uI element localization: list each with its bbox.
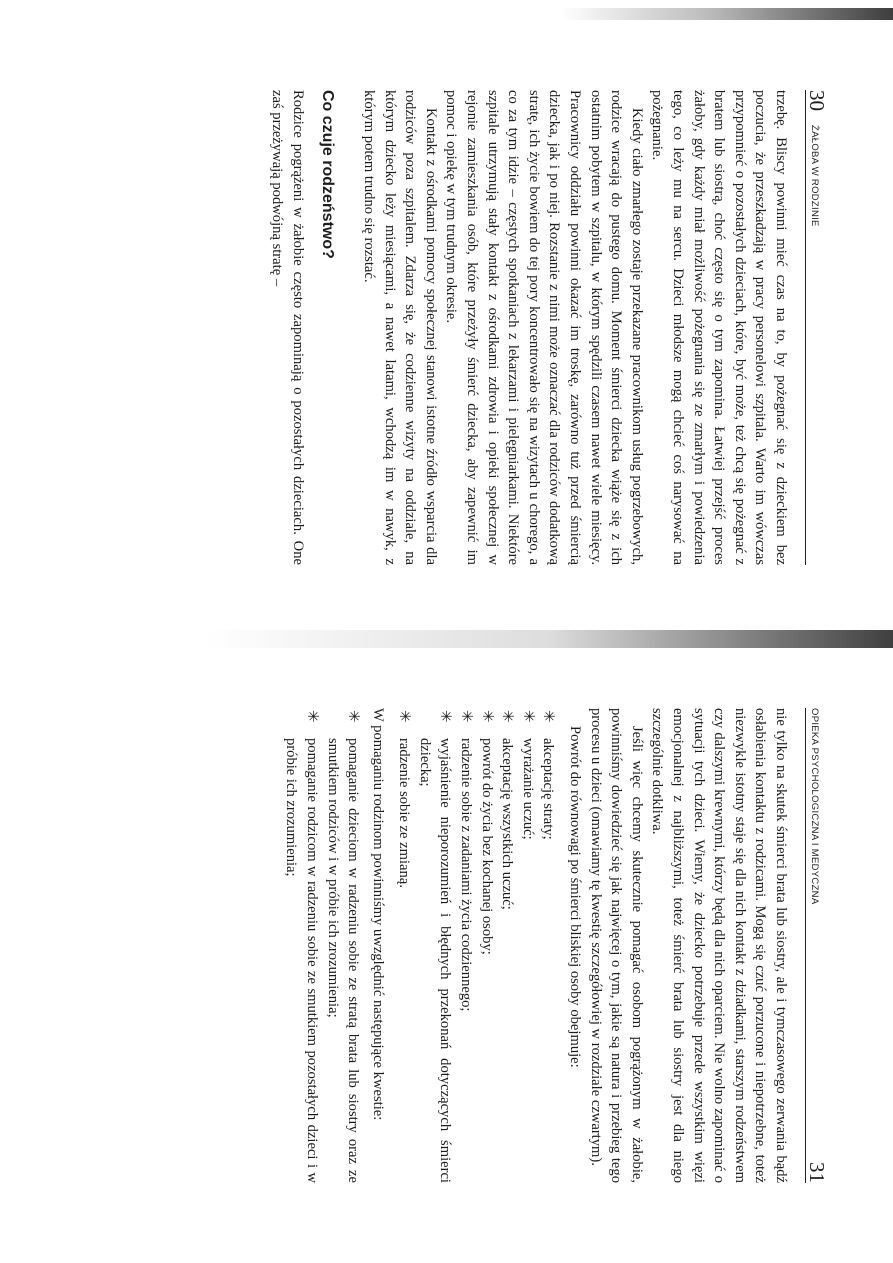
page-body bbox=[267, 90, 791, 565]
paragraph: W pomaganiu rodzinom powinniśmy uwzględnić następujące kwestie: bbox=[369, 708, 386, 1121]
list-item: ✳ akceptację wszystkich uczuć; bbox=[497, 708, 518, 1183]
star-bullet-icon: ✳ bbox=[519, 710, 536, 723]
page-31 bbox=[132, 708, 832, 1183]
section-title: ŻAŁOBA W RODZINIE bbox=[809, 125, 820, 227]
book-fold-shadow bbox=[205, 630, 893, 648]
star-bullet-icon: ✳ bbox=[499, 710, 516, 723]
bullet-list bbox=[281, 708, 363, 1183]
running-header bbox=[805, 708, 832, 1183]
paragraph: Rodzice pogrążeni w żałobie często zapominają o pozostałych dzieciach. One zaś przeżywają podwójną stratę – bbox=[269, 90, 306, 565]
list-item: ✳ wyrażanie uczuć; bbox=[517, 708, 538, 1183]
page-body bbox=[281, 708, 791, 1183]
page-number: 30 bbox=[805, 90, 829, 111]
paragraph: Kontakt z ośrodkami pomocy społecznej stanowi istotne źródło wsparcia dla rodziców poza szpitalem. Zdarza się, że codzienne wizyty na oddziale, na którym dziecko leży miesiącami, a nawet latami, wchodzą im w nawyk, z którym potem trudno się rozstać. bbox=[361, 90, 439, 565]
list-item: ✳ radzenie sobie ze zmianą. bbox=[394, 708, 415, 1183]
paragraph: trzebę. Bliscy powinni mieć czas na to, by pożegnać się z dzieckiem bez poczucia, że przeszkadzają w pracy personelowi szpitala. Warto im wówczas przypomnieć o pozostałych dzieciach, które, być może, też chcą się pożegnać z bratem lub siostrą, choć często się o tym zapomina. Łatwiej przejść proces żałoby, gdy każdy miał możliwość pożegnania się ze zmarłym i powiedzenia tego, co leży mu na sercu. Dzieci młodsze mogą chcieć coś narysować na pożegnanie. bbox=[649, 90, 789, 565]
star-bullet-icon: ✳ bbox=[458, 710, 475, 723]
page-30 bbox=[132, 90, 832, 565]
star-bullet-icon: ✳ bbox=[396, 710, 413, 723]
paragraph: Powrót do równowagi po śmierci bliskiej osoby obejmuje: bbox=[567, 726, 584, 1068]
star-bullet-icon: ✳ bbox=[540, 710, 557, 723]
star-bullet-icon: ✳ bbox=[303, 710, 320, 723]
list-item: ✳ powrót do życia bez kochanej osoby; bbox=[476, 708, 497, 1183]
list-item: ✳ wyjaśnienie nieporozumień i błędnych przekonań dotyczących śmierci dziecka; bbox=[416, 710, 454, 1183]
scan-edge-shadow bbox=[560, 8, 893, 20]
list-item: ✳ pomaganie dzieciom w radzeniu sobie ze stratą brata lub siostry oraz ze smutkiem rodziców i w próbie ich zrozumienia; bbox=[324, 710, 362, 1183]
page-number: 31 bbox=[805, 1162, 829, 1183]
star-bullet-icon: ✳ bbox=[437, 710, 454, 723]
star-bullet-icon: ✳ bbox=[478, 710, 495, 723]
bullet-list bbox=[394, 708, 559, 1183]
paragraph: nie tylko na skutek śmierci brata lub siostry, ale i tymczasowego zerwania bądź osłabienia kontaktu z rodzicami. Mogą się czuć porzucone i niepotrzebne, toteż niezwykle istotny staje się dla nich kontakt z dziadkami, starszym rodzeństwem czy dalszymi krewnymi, którzy będą dla nich oparciem. Nie wolno zapominać o sytuacji tych dzieci. Wiemy, że dziecko potrzebuje przede wszystkim więzi emocjonalnej z najbliższymi, toteż śmierć brata lub siostry jest dla niego szczególnie dotkliwa. bbox=[649, 708, 789, 1183]
paragraph: Kiedy ciało zmarłego zostaje przekazane pracownikom usług pogrzebowych, rodzice wracają do pustego domu. Moment śmierci dziecka wiąże się z ich ostatnim pobytem w szpitalu, w którym spędzili czasem nawet wiele miesięcy. Pracownicy oddziału powinni okazać im troskę, zarówno tuż przed śmiercią dziecka, jak i po niej. Rozstanie z nimi może oznaczać dla rodziców dodatkową stratę, ich życie bowiem do tej pory koncentrowało się na wizytach u chorego, a co za tym idzie – częstych spotkaniach z lekarzami i pielęgniarkami. Niektóre szpitale utrzymują stały kontakt z ośrodkami zdrowia i opieki społecznej w rejonie zamieszkania osób, które przeżyły śmierć dziecka, aby zapewnić im pomoc i opiekę w tym trudnym okresie. bbox=[443, 90, 645, 565]
list-item: ✳ radzenie sobie z zadaniami życia codziennego; bbox=[456, 708, 477, 1183]
list-item: ✳ pomaganie rodzicom w radzeniu sobie ze smutkiem pozostałych dzieci i w próbie ich zrozumienia; bbox=[283, 710, 320, 1183]
paragraph: Jeśli więc chcemy skutecznie pomagać osobom pogrążonym w żałobie, powinniśmy dowiedzieć się jak najwięcej o tym, jakie są natura i przebieg tego procesu u dzieci (omawiamy tę kwestię szczegółowiej w rozdziale czwartym). bbox=[587, 708, 645, 1183]
running-header bbox=[805, 90, 832, 565]
section-title: OPIEKA PSYCHOLOGICZNA I MEDYCZNA bbox=[809, 708, 820, 905]
star-bullet-icon: ✳ bbox=[345, 710, 362, 723]
list-item: ✳ akceptację straty; bbox=[538, 708, 559, 1183]
subheading: Co czuje rodzeństwo? bbox=[318, 90, 336, 259]
